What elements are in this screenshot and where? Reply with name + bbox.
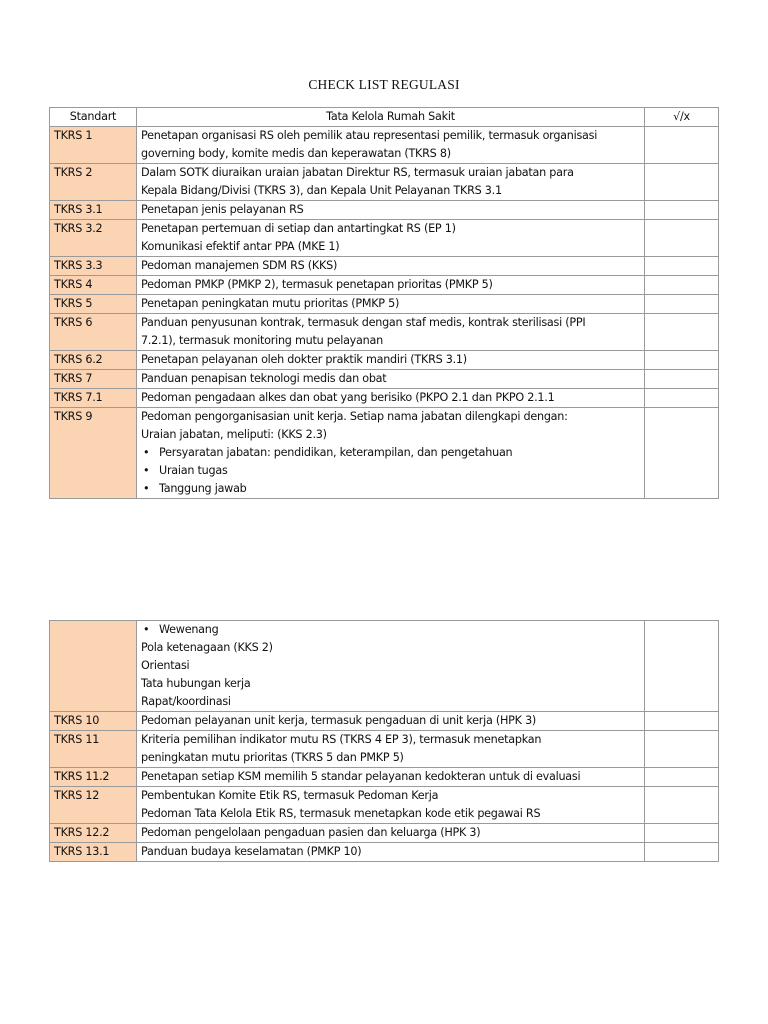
table-row xyxy=(50,257,719,276)
standard-cell: TKRS 3.1 xyxy=(50,201,137,220)
description-line: peningkatan mutu prioritas (TKRS 5 dan PMKP 5) xyxy=(141,751,404,764)
check-cell[interactable] xyxy=(645,127,719,164)
description-line: Komunikasi efektif antar PPA (MKE 1) xyxy=(141,240,340,253)
description-line: Penetapan pertemuan di setiap dan antartingkat RS (EP 1) xyxy=(141,222,456,235)
description-line: 7.2.1), termasuk monitoring mutu pelayanan xyxy=(141,334,383,347)
column-header-description: Tata Kelola Rumah Sakit xyxy=(137,108,645,127)
check-cell[interactable] xyxy=(645,295,719,314)
bullet-item xyxy=(141,444,640,462)
standard-cell: TKRS 12.2 xyxy=(50,824,137,843)
check-cell[interactable] xyxy=(645,768,719,787)
table-body xyxy=(50,127,719,499)
description-line: Penetapan pelayanan oleh dokter praktik mandiri (TKRS 3.1) xyxy=(141,353,467,366)
check-cell[interactable] xyxy=(645,621,719,712)
bullet-item xyxy=(141,462,640,480)
standard-cell: TKRS 11 xyxy=(50,731,137,768)
description-line: Kriteria pemilihan indikator mutu RS (TKRS 4 EP 3), termasuk menetapkan xyxy=(141,733,542,746)
check-cell[interactable] xyxy=(645,843,719,862)
description-cell xyxy=(137,408,645,499)
table-row xyxy=(50,731,719,768)
description-cell xyxy=(137,201,645,220)
standard-cell: TKRS 11.2 xyxy=(50,768,137,787)
description-cell xyxy=(137,621,645,712)
column-header-check: √/x xyxy=(645,108,719,127)
table-row xyxy=(50,314,719,351)
description-cell xyxy=(137,314,645,351)
description-cell xyxy=(137,370,645,389)
description-line: Uraian jabatan, meliputi: (KKS 2.3) xyxy=(141,428,327,441)
standard-cell: TKRS 6.2 xyxy=(50,351,137,370)
check-cell[interactable] xyxy=(645,712,719,731)
bullet-icon: • xyxy=(143,623,150,636)
check-cell[interactable] xyxy=(645,257,719,276)
description-cell xyxy=(137,220,645,257)
standard-cell: TKRS 2 xyxy=(50,164,137,201)
description-cell xyxy=(137,127,645,164)
check-cell[interactable] xyxy=(645,408,719,499)
table-row xyxy=(50,408,719,499)
check-cell[interactable] xyxy=(645,314,719,351)
standard-cell: TKRS 1 xyxy=(50,127,137,164)
table-row xyxy=(50,843,719,862)
description-line: Pedoman pengadaan alkes dan obat yang berisiko (PKPO 2.1 dan PKPO 2.1.1 xyxy=(141,391,555,404)
description-cell xyxy=(137,295,645,314)
description-line: Penetapan jenis pelayanan RS xyxy=(141,203,304,216)
standard-cell: TKRS 6 xyxy=(50,314,137,351)
bullet-icon: • xyxy=(143,464,150,477)
standard-cell: TKRS 13.1 xyxy=(50,843,137,862)
description-line: Pedoman pelayanan unit kerja, termasuk pengaduan di unit kerja (HPK 3) xyxy=(141,714,537,727)
table-row xyxy=(50,276,719,295)
description-cell xyxy=(137,257,645,276)
regulation-checklist-table-part2 xyxy=(49,620,719,862)
check-cell[interactable] xyxy=(645,370,719,389)
bullet-text: Uraian tugas xyxy=(159,464,228,477)
description-line: Panduan budaya keselamatan (PMKP 10) xyxy=(141,845,362,858)
document-title: CHECK LIST REGULASI xyxy=(308,77,460,92)
table-row xyxy=(50,824,719,843)
description-line: Kepala Bidang/Divisi (TKRS 3), dan Kepala Unit Pelayanan TKRS 3.1 xyxy=(141,184,502,197)
table-row xyxy=(50,201,719,220)
description-cell xyxy=(137,276,645,295)
description-line: Dalam SOTK diuraikan uraian jabatan Direktur RS, termasuk uraian jabatan para xyxy=(141,166,574,179)
standard-cell: TKRS 12 xyxy=(50,787,137,824)
check-cell[interactable] xyxy=(645,201,719,220)
description-line: Penetapan peningkatan mutu prioritas (PMKP 5) xyxy=(141,297,400,310)
description-line: Pedoman Tata Kelola Etik RS, termasuk menetapkan kode etik pegawai RS xyxy=(141,807,541,820)
table-header-row xyxy=(50,108,719,127)
column-header-standard: Standart xyxy=(50,108,137,127)
description-cell xyxy=(137,731,645,768)
bullet-text: Tanggung jawab xyxy=(159,482,247,495)
table-row xyxy=(50,389,719,408)
bullet-text: Persyaratan jabatan: pendidikan, keterampilan, dan pengetahuan xyxy=(159,446,513,459)
standard-cell: TKRS 7.1 xyxy=(50,389,137,408)
description-cell xyxy=(137,389,645,408)
regulation-checklist-table-part1 xyxy=(49,107,719,499)
check-cell[interactable] xyxy=(645,731,719,768)
description-line: Panduan penapisan teknologi medis dan obat xyxy=(141,372,387,385)
check-cell[interactable] xyxy=(645,164,719,201)
bullet-item xyxy=(141,480,640,498)
standard-cell: TKRS 5 xyxy=(50,295,137,314)
table-row xyxy=(50,370,719,389)
description-line: Pedoman PMKP (PMKP 2), termasuk penetapan prioritas (PMKP 5) xyxy=(141,278,493,291)
description-cell xyxy=(137,824,645,843)
description-cell xyxy=(137,843,645,862)
table-body xyxy=(50,621,719,862)
description-line: Pedoman pengorganisasian unit kerja. Setiap nama jabatan dilengkapi dengan: xyxy=(141,410,568,423)
description-line: Rapat/koordinasi xyxy=(141,695,231,708)
bullet-text: Wewenang xyxy=(159,623,219,636)
check-cell[interactable] xyxy=(645,276,719,295)
check-cell[interactable] xyxy=(645,787,719,824)
table-row xyxy=(50,164,719,201)
standard-cell: TKRS 9 xyxy=(50,408,137,499)
description-line: Orientasi xyxy=(141,659,190,672)
description-line: Pola ketenagaan (KKS 2) xyxy=(141,641,273,654)
bullet-icon: • xyxy=(143,446,150,459)
standard-cell: TKRS 3.2 xyxy=(50,220,137,257)
standard-cell: TKRS 10 xyxy=(50,712,137,731)
description-line: Pedoman pengelolaan pengaduan pasien dan keluarga (HPK 3) xyxy=(141,826,481,839)
bullet-icon: • xyxy=(143,482,150,495)
description-cell xyxy=(137,712,645,731)
table-row xyxy=(50,621,719,712)
description-line: Pedoman manajemen SDM RS (KKS) xyxy=(141,259,338,272)
standard-cell: TKRS 4 xyxy=(50,276,137,295)
description-cell xyxy=(137,768,645,787)
bullet-item xyxy=(141,621,640,639)
standard-cell xyxy=(50,621,137,712)
check-cell[interactable] xyxy=(645,824,719,843)
description-line: Tata hubungan kerja xyxy=(141,677,251,690)
table-row xyxy=(50,295,719,314)
description-line: governing body, komite medis dan keperawatan (TKRS 8) xyxy=(141,147,451,160)
check-cell[interactable] xyxy=(645,389,719,408)
table-row xyxy=(50,351,719,370)
description-cell xyxy=(137,351,645,370)
table-row xyxy=(50,220,719,257)
table-row xyxy=(50,787,719,824)
table-row xyxy=(50,768,719,787)
description-line: Panduan penyusunan kontrak, termasuk dengan staf medis, kontrak sterilisasi (PPI xyxy=(141,316,586,329)
description-cell xyxy=(137,164,645,201)
description-line: Pembentukan Komite Etik RS, termasuk Pedoman Kerja xyxy=(141,789,439,802)
standard-cell: TKRS 7 xyxy=(50,370,137,389)
description-line: Penetapan organisasi RS oleh pemilik atau representasi pemilik, termasuk organisasi xyxy=(141,129,598,142)
check-cell[interactable] xyxy=(645,351,719,370)
table-row xyxy=(50,127,719,164)
description-line: Penetapan setiap KSM memilih 5 standar pelayanan kedokteran untuk di evaluasi xyxy=(141,770,581,783)
standard-cell: TKRS 3.3 xyxy=(50,257,137,276)
check-cell[interactable] xyxy=(645,220,719,257)
description-cell xyxy=(137,787,645,824)
table-row xyxy=(50,712,719,731)
